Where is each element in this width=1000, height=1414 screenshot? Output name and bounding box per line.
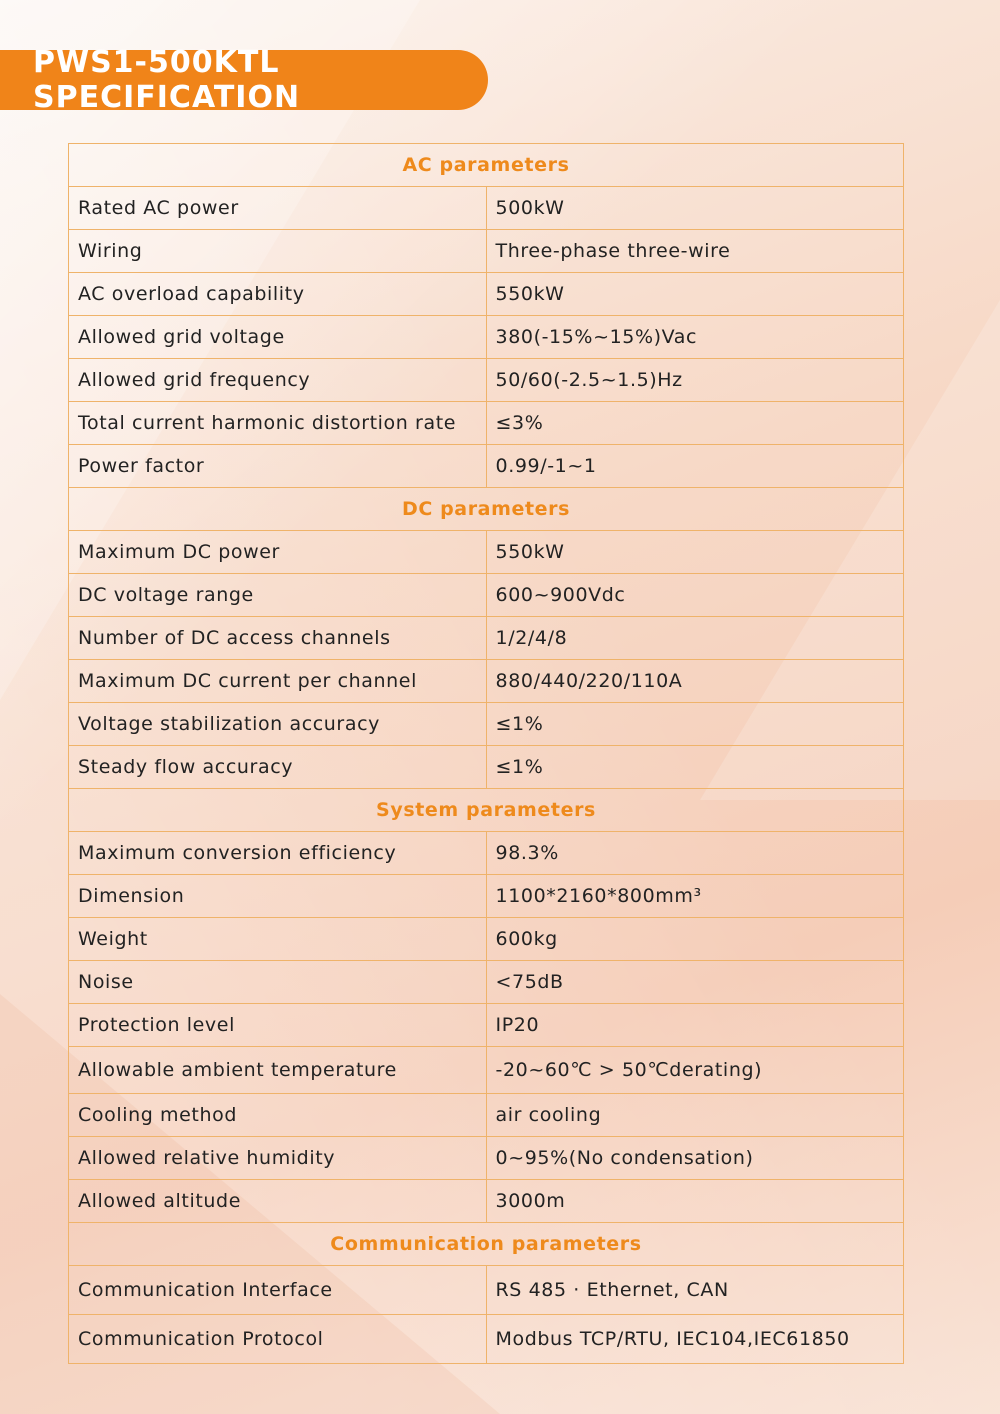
spec-value: 880/440/220/110A	[486, 660, 904, 703]
spec-name: Allowed grid frequency	[69, 359, 487, 402]
spec-value: 550kW	[486, 531, 904, 574]
spec-name: Allowed altitude	[69, 1180, 487, 1223]
spec-row	[69, 918, 904, 961]
section-heading: AC parameters	[69, 144, 904, 187]
spec-name: Maximum DC current per channel	[69, 660, 487, 703]
spec-row	[69, 746, 904, 789]
spec-value: <75dB	[486, 961, 904, 1004]
spec-name: Dimension	[69, 875, 487, 918]
spec-value: 1100*2160*800mm³	[486, 875, 904, 918]
spec-name: Cooling method	[69, 1094, 487, 1137]
spec-value: 0~95%(No condensation)	[486, 1137, 904, 1180]
spec-value: 600~900Vdc	[486, 574, 904, 617]
spec-name: Allowed relative humidity	[69, 1137, 487, 1180]
spec-name: Voltage stabilization accuracy	[69, 703, 487, 746]
spec-value: Three-phase three-wire	[486, 230, 904, 273]
spec-name: Maximum conversion efficiency	[69, 832, 487, 875]
spec-row	[69, 1180, 904, 1223]
section-heading: System parameters	[69, 789, 904, 832]
spec-value: ≤1%	[486, 703, 904, 746]
spec-value: 1/2/4/8	[486, 617, 904, 660]
spec-row	[69, 617, 904, 660]
spec-row	[69, 187, 904, 230]
spec-row	[69, 1047, 904, 1094]
section-header-row	[69, 488, 904, 531]
spec-name: Noise	[69, 961, 487, 1004]
spec-row	[69, 875, 904, 918]
spec-value: 500kW	[486, 187, 904, 230]
spec-value: 98.3%	[486, 832, 904, 875]
section-header-row	[69, 144, 904, 187]
spec-row	[69, 445, 904, 488]
spec-row	[69, 230, 904, 273]
spec-row	[69, 359, 904, 402]
spec-name: Total current harmonic distortion rate	[69, 402, 487, 445]
spec-value: 600kg	[486, 918, 904, 961]
spec-row	[69, 316, 904, 359]
spec-name: Number of DC access channels	[69, 617, 487, 660]
section-heading: DC parameters	[69, 488, 904, 531]
spec-value: ≤3%	[486, 402, 904, 445]
spec-row	[69, 531, 904, 574]
spec-name: Power factor	[69, 445, 487, 488]
section-header-row	[69, 1223, 904, 1266]
spec-row	[69, 1137, 904, 1180]
section-heading: Communication parameters	[69, 1223, 904, 1266]
spec-value: 0.99/-1~1	[486, 445, 904, 488]
spec-row	[69, 1266, 904, 1315]
spec-row	[69, 660, 904, 703]
spec-row	[69, 1094, 904, 1137]
spec-value: 3000m	[486, 1180, 904, 1223]
spec-name: Communication Interface	[69, 1266, 487, 1315]
specification-table	[68, 143, 904, 1364]
spec-name: Steady flow accuracy	[69, 746, 487, 789]
spec-value: 380(-15%~15%)Vac	[486, 316, 904, 359]
spec-row	[69, 402, 904, 445]
spec-row	[69, 703, 904, 746]
spec-value: ≤1%	[486, 746, 904, 789]
spec-row	[69, 961, 904, 1004]
spec-name: DC voltage range	[69, 574, 487, 617]
spec-value: Modbus TCP/RTU, IEC104,IEC61850	[486, 1315, 904, 1364]
spec-value: 50/60(-2.5~1.5)Hz	[486, 359, 904, 402]
spec-row	[69, 1004, 904, 1047]
page-title: PWS1-500KTL SPECIFICATION	[33, 45, 301, 115]
spec-value: -20~60℃ > 50℃derating)	[486, 1047, 904, 1094]
spec-name: Wiring	[69, 230, 487, 273]
spec-row	[69, 273, 904, 316]
spec-name: Rated AC power	[69, 187, 487, 230]
spec-name: Maximum DC power	[69, 531, 487, 574]
spec-name: Allowable ambient temperature	[69, 1047, 487, 1094]
spec-name: Communication Protocol	[69, 1315, 487, 1364]
spec-name: Weight	[69, 918, 487, 961]
spec-name: Protection level	[69, 1004, 487, 1047]
spec-row	[69, 1315, 904, 1364]
spec-name: Allowed grid voltage	[69, 316, 487, 359]
spec-value: air cooling	[486, 1094, 904, 1137]
title-banner	[0, 45, 488, 115]
spec-value: RS 485 · Ethernet, CAN	[486, 1266, 904, 1315]
section-header-row	[69, 789, 904, 832]
spec-value: 550kW	[486, 273, 904, 316]
spec-row	[69, 832, 904, 875]
spec-value: IP20	[486, 1004, 904, 1047]
spec-name: AC overload capability	[69, 273, 487, 316]
spec-row	[69, 574, 904, 617]
